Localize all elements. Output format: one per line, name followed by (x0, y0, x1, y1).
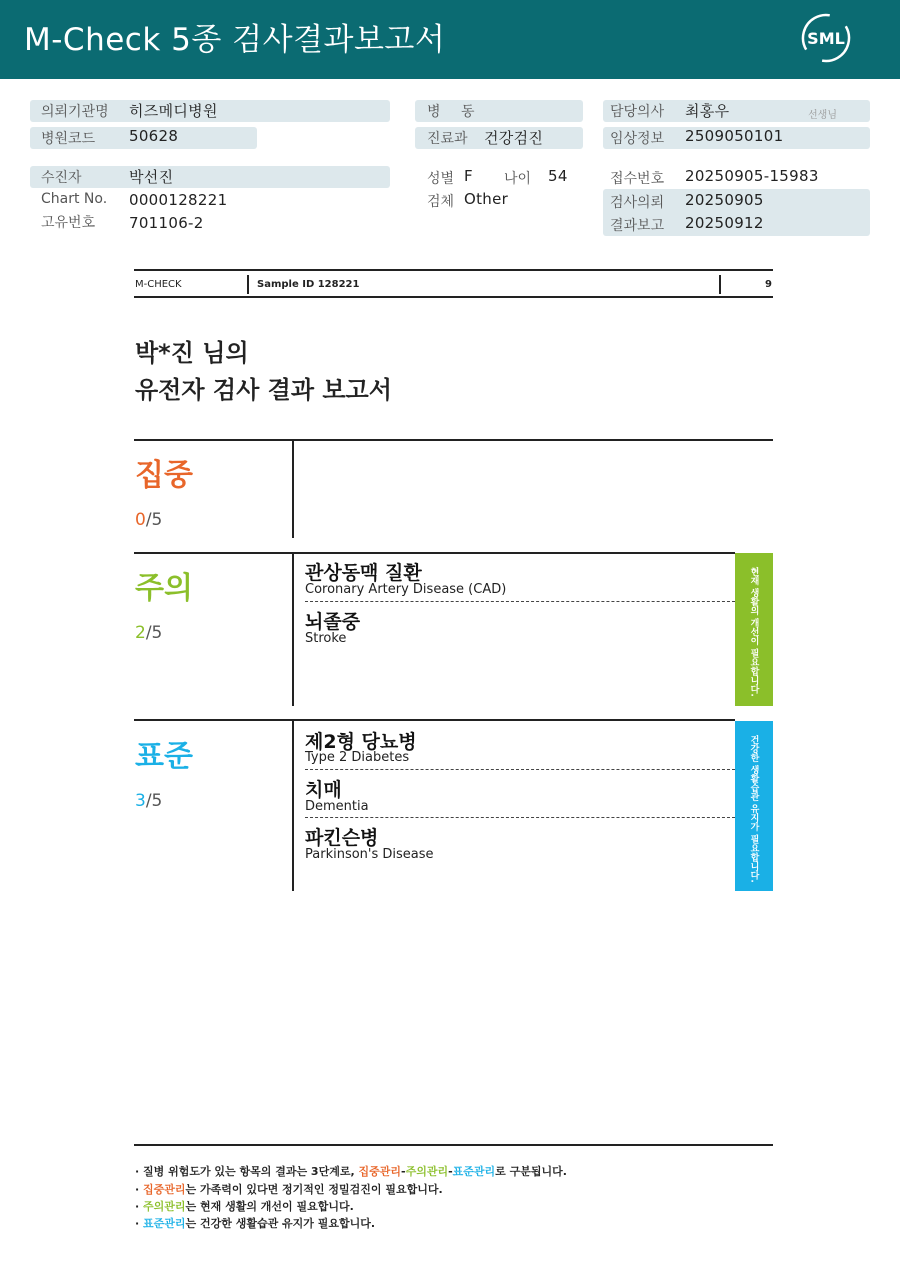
sex-value: F (464, 167, 473, 185)
clinical-label: 임상정보 (610, 131, 665, 147)
request-value: 20250905 (685, 191, 764, 209)
age-value: 54 (548, 167, 568, 185)
focus-section-rule (134, 439, 773, 441)
hospital-code-value: 50628 (129, 127, 179, 145)
institution-label: 의뢰기관명 (41, 104, 109, 120)
doctor-value: 최홍우 (685, 102, 730, 120)
hospital-code-label: 병원코드 (41, 131, 96, 147)
standard-section-divider (292, 721, 294, 891)
receipt-label: 접수번호 (610, 171, 665, 187)
page-number: 9 (765, 279, 772, 290)
standard-item-english: Parkinson's Disease (305, 847, 434, 862)
caution-item-english: Stroke (305, 631, 347, 646)
report-bar-top-rule (134, 269, 773, 271)
caution-item-english: Coronary Artery Disease (CAD) (305, 582, 507, 597)
standard-side-banner (735, 721, 773, 891)
department-label: 진료과 (427, 131, 468, 147)
caution-item-name: 관상동맥 질환 (305, 562, 422, 584)
logo-text: SML (807, 29, 845, 48)
standard-item-english: Dementia (305, 799, 369, 814)
caution-section-rule (134, 552, 735, 554)
focus-section-divider (292, 441, 294, 538)
report-bar-bottom-rule (134, 296, 773, 298)
chart-value: 0000128221 (129, 191, 228, 209)
sample-id: Sample ID 128221 (257, 279, 360, 290)
patient-value: 박선진 (129, 168, 174, 186)
report-header (0, 0, 900, 79)
focus-title: 집중 (135, 458, 193, 493)
patient-label: 수진자 (41, 170, 82, 186)
standard-section-rule (134, 719, 735, 721)
standard-side-text: 건강한 생활습관 유지가 필요합니다. (748, 735, 759, 883)
note-line-1: · 질병 위험도가 있는 항목의 결과는 3단계로, 집중관리-주의관리-표준관리로 구분됩니다. (135, 1165, 567, 1178)
item-separator (305, 601, 735, 602)
standard-item-english: Type 2 Diabetes (305, 750, 410, 765)
caution-title: 주의 (135, 571, 193, 606)
standard-item-name: 파킨슨병 (305, 827, 379, 849)
age-label: 나이 (504, 171, 532, 187)
note-line-2: · 집중관리는 가족력이 있다면 정기적인 정밀검진이 필요합니다. (135, 1183, 443, 1196)
sml-logo (800, 12, 852, 64)
patient-row (30, 166, 390, 188)
caution-section-divider (292, 554, 294, 706)
standard-title: 표준 (135, 739, 193, 774)
caution-item-name: 뇌졸중 (305, 611, 361, 633)
doctor-label: 담당의사 (610, 104, 665, 120)
caution-side-text: 현재 생활의 개선이 필요합니다. (748, 567, 759, 697)
department-value: 건강검진 (484, 129, 544, 147)
ward-label: 병 동 (427, 104, 483, 120)
report-brand: M-CHECK (135, 279, 182, 290)
request-label: 검사의뢰 (610, 195, 665, 211)
id-value: 701106-2 (129, 214, 204, 232)
standard-count: 3/5 (135, 791, 163, 811)
standard-item-name: 제2형 당뇨병 (305, 731, 417, 753)
note-line-4: · 표준관리는 건강한 생활습관 유지가 필요합니다. (135, 1217, 376, 1230)
specimen-label: 검체 (427, 194, 455, 210)
receipt-value: 20250905-15983 (685, 167, 819, 185)
report-value: 20250912 (685, 214, 764, 232)
item-separator (305, 817, 735, 818)
greeting-line-1: 박*진 님의 (135, 339, 249, 367)
report-title: M-Check 5종 검사결과보고서 (24, 22, 446, 58)
focus-count: 0/5 (135, 510, 163, 530)
caution-side-banner (735, 553, 773, 706)
clinical-value: 2509050101 (685, 127, 784, 145)
sex-label: 성별 (427, 171, 455, 187)
standard-item-name: 치매 (305, 779, 342, 801)
chart-label: Chart No. (41, 191, 108, 207)
id-label: 고유번호 (41, 215, 96, 231)
institution-value: 히즈메디병원 (129, 102, 218, 120)
specimen-value: Other (464, 190, 509, 208)
doctor-suffix: 선생님 (808, 110, 837, 121)
caution-count: 2/5 (135, 623, 163, 643)
note-line-3: · 주의관리는 현재 생활의 개선이 필요합니다. (135, 1200, 354, 1213)
greeting-line-2: 유전자 검사 결과 보고서 (135, 376, 392, 404)
item-separator (305, 769, 735, 770)
notes-rule (134, 1144, 773, 1146)
report-label: 결과보고 (610, 218, 665, 234)
report-bar-divider (719, 275, 721, 294)
report-bar-divider (247, 275, 249, 294)
